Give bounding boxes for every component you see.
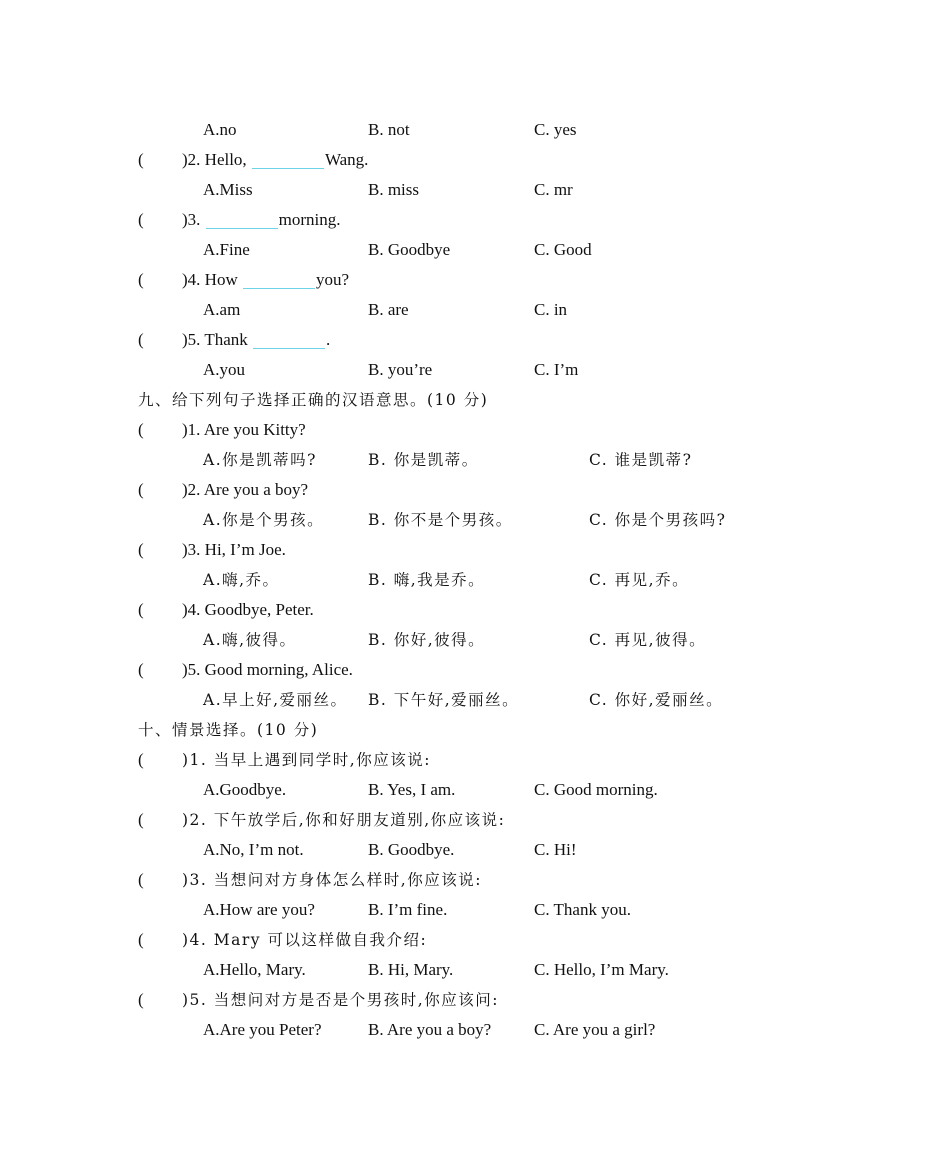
option-b: B. Yes, I am.: [368, 780, 456, 799]
option-b: B. 嗨,我是乔。: [368, 571, 486, 589]
option-a: A.no: [203, 120, 237, 139]
question-text: )5. 当想问对方是否是个男孩时,你应该问:: [182, 991, 499, 1009]
option-a: A.No, I’m not.: [203, 840, 304, 859]
option-c: C. I’m: [534, 360, 579, 379]
answer-paren: (: [138, 810, 144, 829]
option-a: A.嗨,彼得。: [203, 631, 297, 649]
option-c: C. 你好,爱丽丝。: [589, 691, 724, 709]
answer-paren: (: [138, 420, 144, 439]
option-b: B. I’m fine.: [368, 900, 448, 919]
option-a: A.Hello, Mary.: [203, 960, 306, 979]
option-c: C. in: [534, 300, 568, 319]
option-a: A.you: [203, 360, 246, 379]
question-text: )1. 当早上遇到同学时,你应该说:: [182, 751, 431, 769]
option-b: B. 下午好,爱丽丝。: [368, 691, 520, 709]
answer-paren: (: [138, 660, 144, 679]
option-b: B. Goodbye: [368, 240, 451, 259]
question-text: )4. How you?: [182, 270, 350, 289]
question-text: )3. morning.: [182, 210, 341, 229]
question-text: )5. Good morning, Alice.: [182, 660, 353, 679]
fill-blank[interactable]: [243, 270, 315, 289]
option-a: A.你是个男孩。: [203, 511, 325, 529]
option-b: B. Hi, Mary.: [368, 960, 454, 979]
fill-blank[interactable]: [252, 150, 324, 169]
option-a: A.am: [203, 300, 241, 319]
option-b: B. Goodbye.: [368, 840, 455, 859]
option-c: C. 再见,彼得。: [589, 631, 707, 649]
option-c: C. Good morning.: [534, 780, 658, 799]
option-c: C. 谁是凯蒂?: [589, 451, 693, 469]
question-text: )1. Are you Kitty?: [182, 420, 306, 439]
option-c: C. yes: [534, 120, 577, 139]
question-text: )2. 下午放学后,你和好朋友道别,你应该说:: [182, 811, 506, 829]
option-b: B. 你不是个男孩。: [368, 511, 513, 529]
option-b: B. 你是凯蒂。: [368, 451, 479, 469]
fill-blank[interactable]: [206, 210, 278, 229]
section-10-heading: 十、情景选择。(10 分): [138, 721, 319, 739]
option-c: C. Hi!: [534, 840, 577, 859]
option-c: C. 你是个男孩吗?: [589, 511, 727, 529]
question-text: )3. 当想问对方身体怎么样时,你应该说:: [182, 871, 482, 889]
answer-paren: (: [138, 750, 144, 769]
option-b: B. are: [368, 300, 409, 319]
option-a: A.早上好,爱丽丝。: [203, 691, 348, 709]
option-a: A.嗨,乔。: [203, 571, 280, 589]
option-a: A.你是凯蒂吗?: [203, 451, 317, 469]
fill-blank[interactable]: [253, 330, 325, 349]
question-text: )2. Hello, Wang.: [182, 150, 369, 169]
option-b: B. you’re: [368, 360, 433, 379]
option-a: A.Miss: [203, 180, 253, 199]
option-c: C. Are you a girl?: [534, 1020, 656, 1039]
answer-paren: (: [138, 870, 144, 889]
option-c: C. Thank you.: [534, 900, 631, 919]
answer-paren: (: [138, 480, 144, 499]
option-a: A.How are you?: [203, 900, 315, 919]
section-9-heading: 九、给下列句子选择正确的汉语意思。(10 分): [138, 391, 489, 409]
option-a: A.Are you Peter?: [203, 1020, 322, 1039]
answer-paren: (: [138, 930, 144, 949]
answer-paren: (: [138, 540, 144, 559]
question-text: )2. Are you a boy?: [182, 480, 309, 499]
option-b: B. not: [368, 120, 410, 139]
answer-paren: (: [138, 150, 144, 169]
answer-paren: (: [138, 600, 144, 619]
answer-paren: (: [138, 210, 144, 229]
option-a: A.Fine: [203, 240, 250, 259]
answer-paren: (: [138, 270, 144, 289]
option-b: B. Are you a boy?: [368, 1020, 492, 1039]
question-text: )3. Hi, I’m Joe.: [182, 540, 286, 559]
answer-paren: (: [138, 330, 144, 349]
option-c: C. Hello, I’m Mary.: [534, 960, 669, 979]
option-b: B. 你好,彼得。: [368, 631, 486, 649]
question-text: )5. Thank .: [182, 330, 331, 349]
option-c: C. 再见,乔。: [589, 571, 690, 589]
question-text: )4. Goodbye, Peter.: [182, 600, 314, 619]
option-a: A.Goodbye.: [203, 780, 287, 799]
option-b: B. miss: [368, 180, 420, 199]
option-c: C. mr: [534, 180, 573, 199]
question-text: )4. Mary 可以这样做自我介绍:: [182, 931, 428, 949]
option-c: C. Good: [534, 240, 592, 259]
answer-paren: (: [138, 990, 144, 1009]
